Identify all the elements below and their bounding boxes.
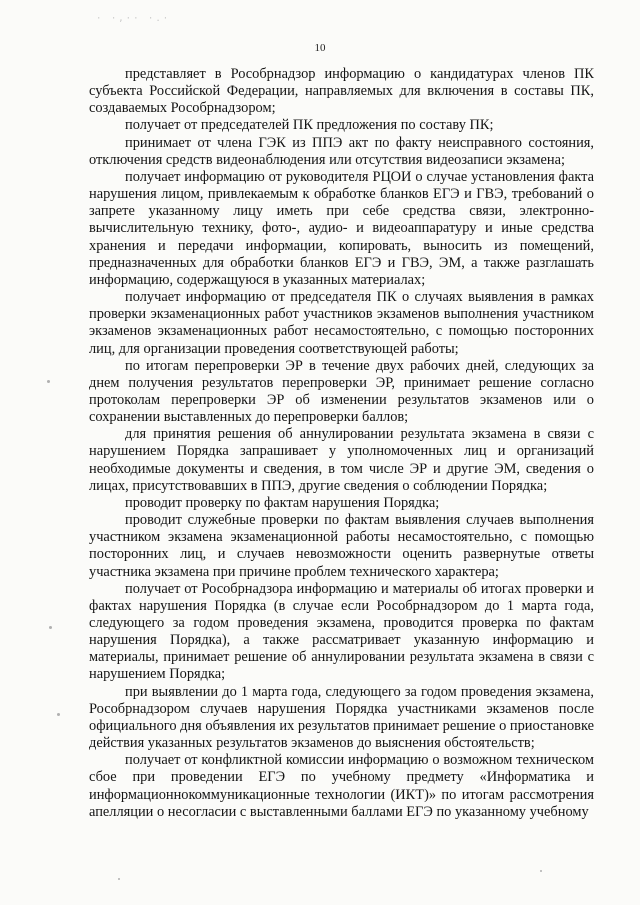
scan-speck [57, 713, 60, 716]
page-number: 10 [314, 42, 326, 54]
paragraph: получает от конфликтной комиссии информацию о возможном техническом сбое при проведении ЕГЭ по учебному предмету «Информатика и информационнокоммуникационные технологии (ИКТ)» по итогам рассмотрения апелляции о несогласии с выставленными баллами ЕГЭ по указанному учебному [89, 752, 594, 820]
document-body [89, 66, 594, 821]
scan-corner-mark: · ·,·· ·.· [96, 14, 171, 24]
scan-speck [540, 870, 542, 872]
paragraph: проводит проверку по фактам нарушения Порядка; [125, 494, 440, 511]
scan-speck [47, 380, 50, 383]
paragraph: получает информацию от председателя ПК о случаях выявления в рамках проверки экзаменационных работ участников экзаменов выполнения участником экзаменов экзаменационных работ несамостоятельно, с помощью посторонних лиц, для организации проведения соответствующей работы; [89, 289, 594, 357]
paragraph: получает от председателей ПК предложения по составу ПК; [125, 117, 494, 134]
paragraph: для принятия решения об аннулировании результата экзамена в связи с нарушением Порядка запрашивает у уполномоченных лиц и организаций необходимые документы и сведения, в том числе ЭР и другие ЭМ, сведения о лицах, присутствовавших в ППЭ, другие сведения о соблюдении Порядка; [89, 426, 594, 494]
paragraph: при выявлении до 1 марта года, следующего за годом проведения экзамена, Рособрнадзором случаев нарушения Порядка участниками экзаменов после официального дня объявления их результатов принимает решение о приостановке действия указанных результатов экзаменов до выяснения обстоятельств; [89, 683, 594, 752]
paragraph: принимает от члена ГЭК из ППЭ акт по факту неисправного состояния, отключения средств видеонаблюдения или отсутствия видеозаписи экзамена; [89, 134, 594, 168]
paragraph: проводит служебные проверки по фактам выявления случаев выполнения участником экзамена экзаменационной работы несамостоятельно, с помощью посторонних лиц, и случаев невозможности оценить развернутые ответы участника экзамена при причине проблем технического характера; [89, 512, 594, 580]
paragraph: по итогам перепроверки ЭР в течение двух рабочих дней, следующих за днем получения результатов перепроверки ЭР, принимает решение согласно протоколам перепроверки ЭР об изменении результатов экзаменов или о сохранении выставленных до перепроверки баллов; [89, 357, 594, 426]
paragraph: представляет в Рособрнадзор информацию о кандидатурах членов ПК субъекта Российской Федерации, направляемых для включения в составы ПК, создаваемых Рособрнадзором; [89, 66, 594, 117]
paragraph: получает от Рособрнадзора информацию и материалы об итогах проверки и фактах нарушения Порядка (в случае если Рособрнадзором до 1 марта года, следующего за годом проведения экзамена, проводится проверка по фактам нарушения Порядка), а также рассматривает указанную информацию и материалы, принимает решение об аннулировании результата экзамена в связи с нарушением Порядка; [89, 580, 594, 683]
paragraph: получает информацию от руководителя РЦОИ о случае установления факта нарушения лицом, привлекаемым к обработке бланков ЕГЭ и ГВЭ, требований о запрете указанному лицу иметь при себе средства связи, электронно-вычислительную технику, фото-, аудио- и видеоаппаратуру и иные средства хранения и передачи информации, копировать, выносить из помещений, предназначенных для обработки бланков ЕГЭ и ГВЭ, ЭМ, а также разглашать информацию, содержащуюся в указанных материалах; [89, 168, 594, 288]
scan-speck [49, 626, 52, 629]
scan-speck [118, 878, 120, 880]
